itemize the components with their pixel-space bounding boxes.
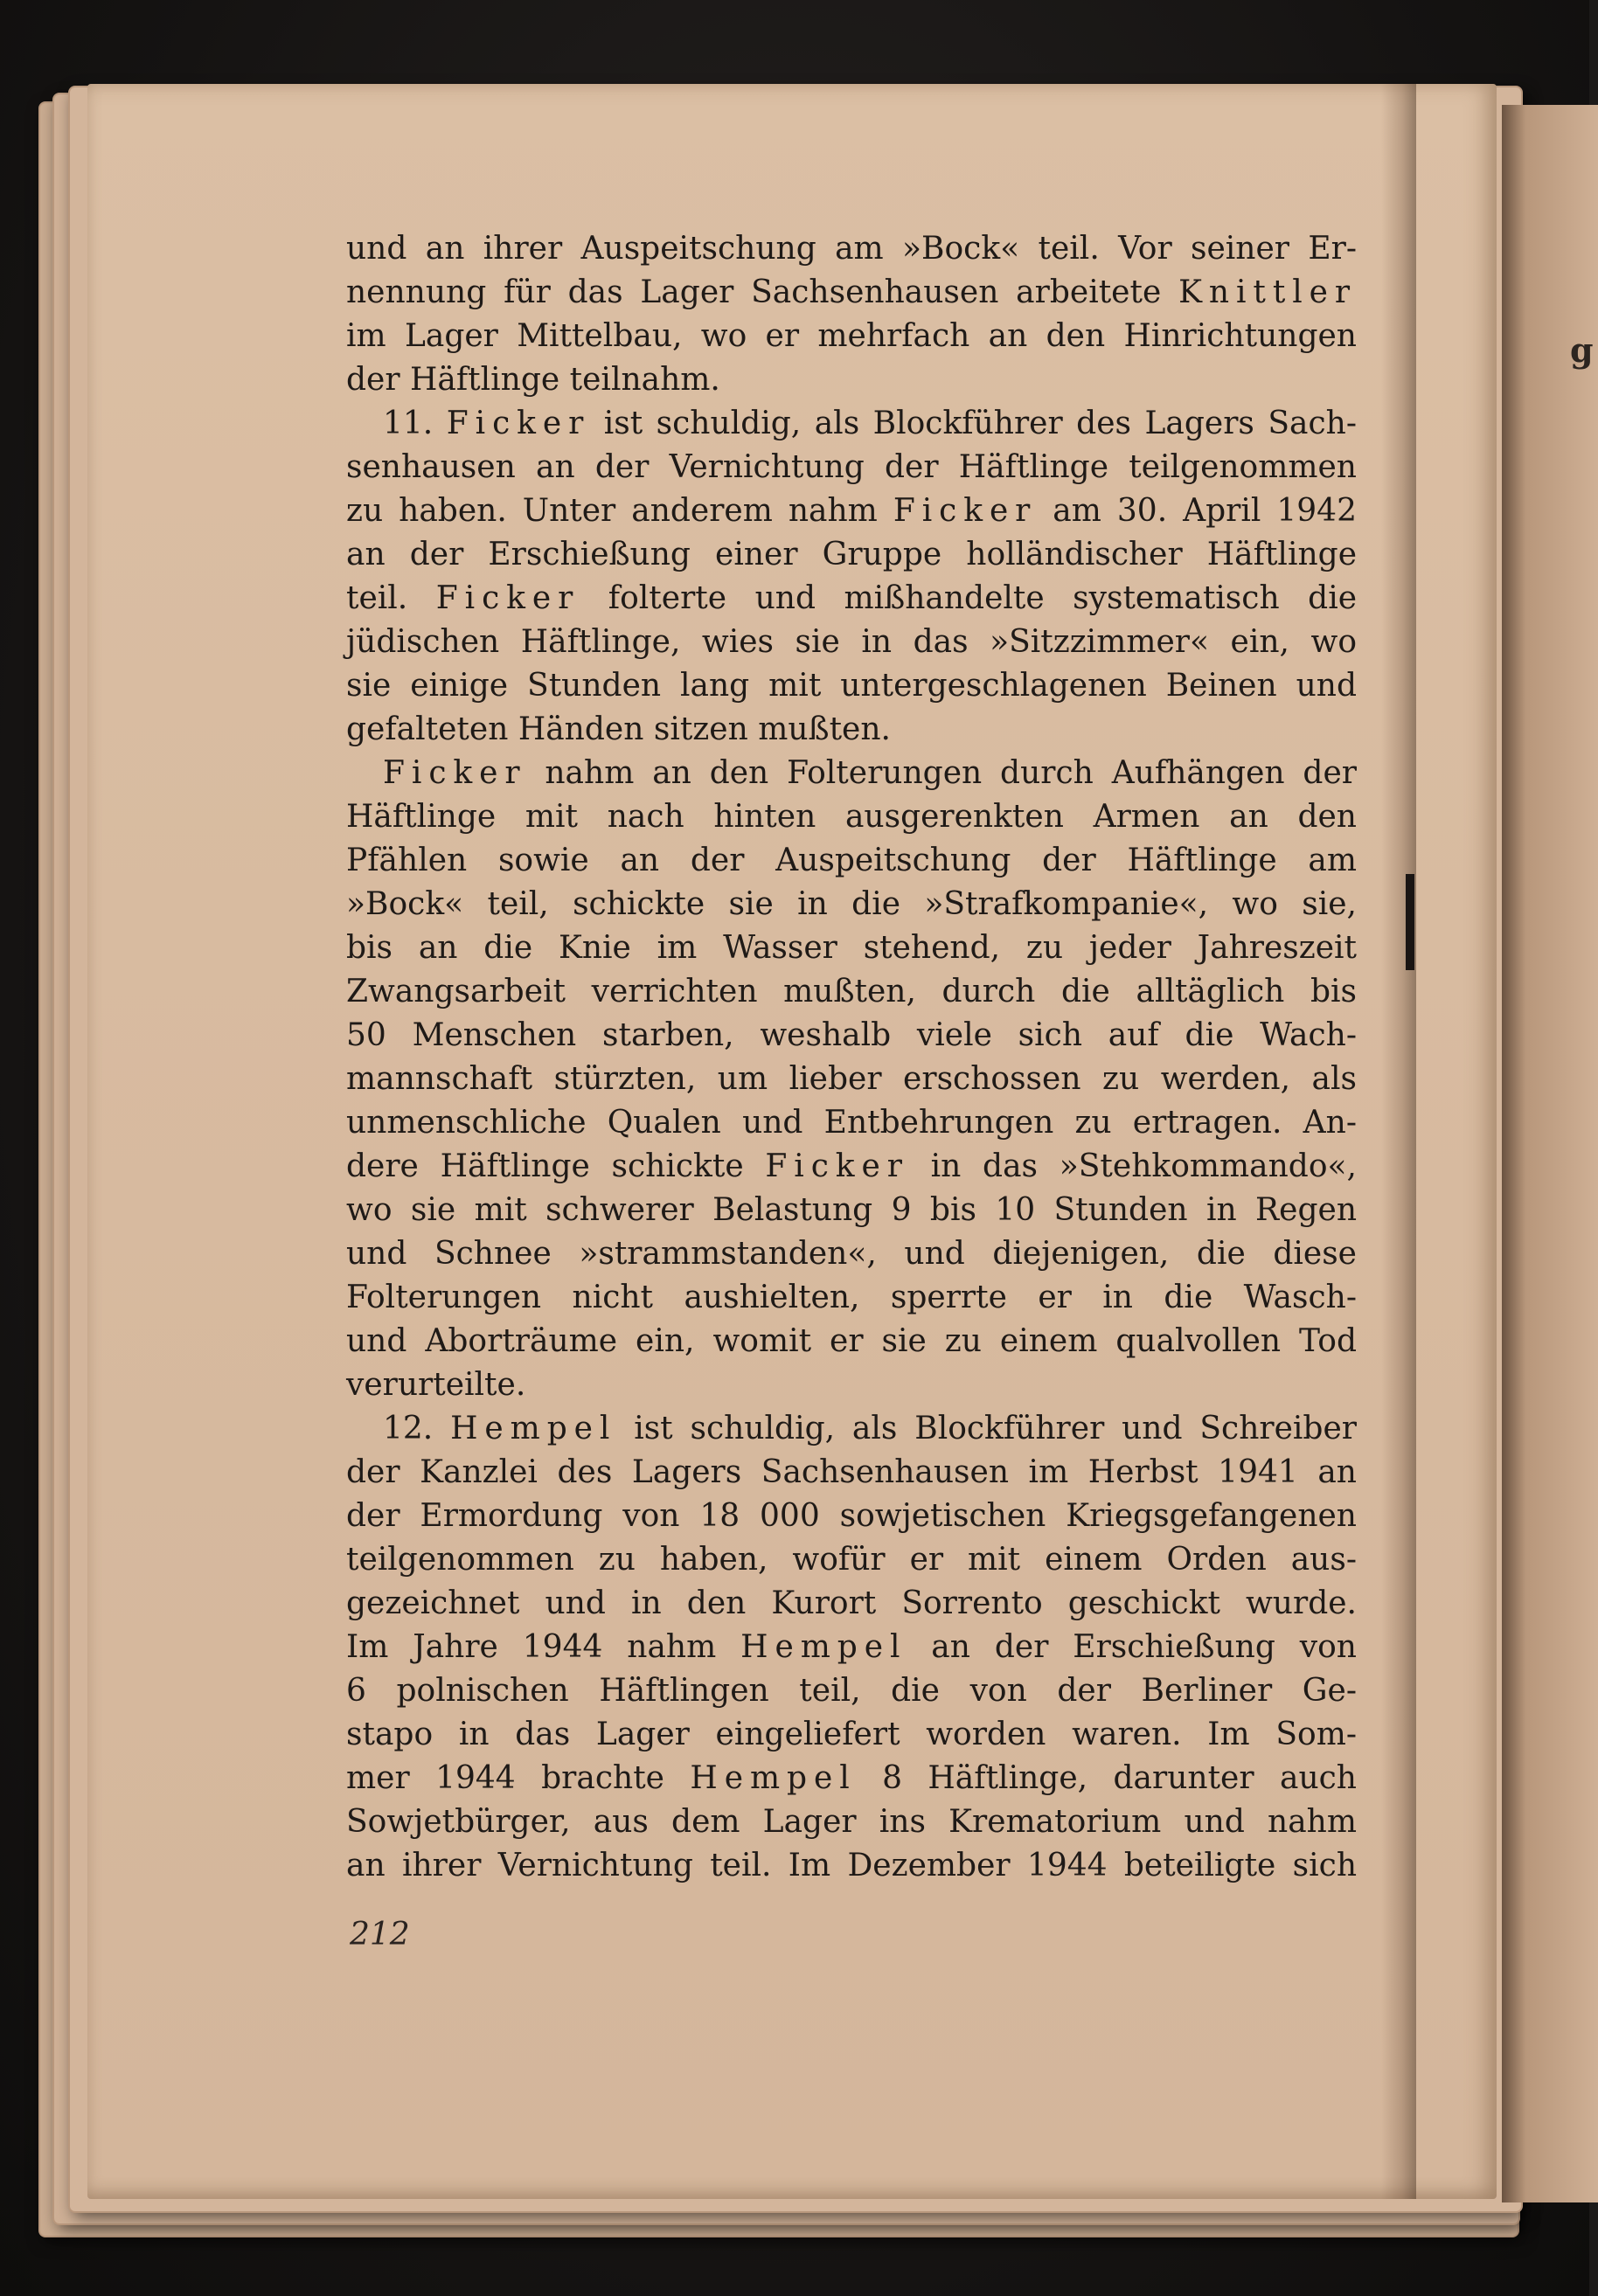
text-line: [346, 621, 1357, 664]
spaced-name: Ficker: [446, 406, 591, 441]
text-line: [346, 664, 1357, 708]
text-line: [346, 1582, 1357, 1626]
text-segment: dere Häftlinge schickte: [346, 1148, 766, 1184]
spaced-name: Ficker: [765, 1148, 909, 1184]
text-line: [346, 446, 1357, 489]
text-line: [346, 533, 1357, 577]
text-line: [346, 883, 1357, 926]
text-segment: Pfählen sowie an der Auspeitschung der Häftlinge am: [346, 843, 1357, 878]
text-segment: ist schuldig, als Blockführer und Schreiber: [616, 1411, 1357, 1446]
binding-thread: [1406, 874, 1414, 970]
text-segment: der Kanzlei des Lagers Sachsenhausen im Herbst 1941 an: [346, 1454, 1357, 1490]
text-line: [346, 315, 1357, 358]
text-segment: Zwangsarbeit verrichten mußten, durch die alltäglich bis: [346, 974, 1357, 1009]
text-segment: zu haben. Unter anderem nahm: [346, 493, 893, 529]
text-segment: und an ihrer Auspeitschung am »Bock« teil. Vor seiner Er-: [346, 231, 1357, 267]
text-segment: gefalteten Händen sitzen mußten.: [346, 711, 891, 747]
spaced-name: Hempel: [690, 1760, 857, 1796]
spaced-name: Ficker: [893, 493, 1038, 529]
spaced-name: Ficker: [383, 755, 527, 791]
text-line: [346, 795, 1357, 839]
text-line: [346, 839, 1357, 883]
text-segment: 50 Menschen starben, weshalb viele sich auf die Wach-: [346, 1017, 1357, 1053]
text-segment: 6 polnischen Häftlingen teil, die von der Berliner Ge-: [346, 1673, 1357, 1709]
body-text: [346, 227, 1357, 1888]
text-segment: stapo in das Lager eingeliefert worden waren. Im Som-: [346, 1717, 1357, 1752]
text-line: [346, 489, 1357, 533]
gutter-shadow: [1381, 84, 1416, 2199]
text-line: [346, 1844, 1357, 1888]
text-segment: Häftlinge mit nach hinten ausgerenkten Armen an den: [346, 799, 1357, 835]
text-line: [346, 752, 1357, 795]
text-line: [346, 402, 1357, 446]
facing-page-edge: [1502, 105, 1598, 2202]
text-line: [346, 1538, 1357, 1582]
spaced-name: Hempel: [740, 1629, 907, 1665]
text-line: [346, 1451, 1357, 1495]
text-segment: in das »Stehkommando«,: [908, 1148, 1357, 1184]
spaced-name: Hempel: [450, 1411, 617, 1446]
text-segment: teilgenommen zu haben, wofür er mit einem Orden aus-: [346, 1542, 1357, 1578]
text-segment: nennung für das Lager Sachsenhausen arbeitete: [346, 274, 1179, 310]
spaced-name: Knittler: [1178, 274, 1357, 310]
text-segment: der Ermordung von 18 000 sowjetischen Kriegsgefangenen: [346, 1498, 1357, 1534]
text-line: [346, 1232, 1357, 1276]
text-segment: jüdischen Häftlinge, wies sie in das »Sitzzimmer« ein, wo: [346, 624, 1357, 660]
text-line: [346, 1014, 1357, 1058]
text-segment: 12.: [383, 1411, 451, 1446]
text-segment: wo sie mit schwerer Belastung 9 bis 10 Stunden in Regen: [346, 1192, 1357, 1228]
text-segment: sie einige Stunden lang mit untergeschlagenen Beinen und: [346, 668, 1357, 704]
text-segment: 11.: [383, 406, 447, 441]
text-line: [346, 1495, 1357, 1538]
text-segment: und Schnee »strammstanden«, und diejenigen, die diese: [346, 1236, 1357, 1272]
text-segment: Sowjetbürger, aus dem Lager ins Krematorium und nahm: [346, 1804, 1357, 1840]
text-segment: folterte und mißhandelte systematisch die: [580, 580, 1358, 616]
text-line: [346, 1757, 1357, 1800]
text-line: [346, 1101, 1357, 1145]
text-line: [346, 970, 1357, 1014]
text-line: [346, 1320, 1357, 1363]
text-line: [346, 708, 1357, 752]
text-segment: und Aborträume ein, womit er sie zu einem qualvollen Tod: [346, 1323, 1357, 1359]
text-segment: an der Erschießung von: [907, 1629, 1357, 1665]
text-line: [346, 1626, 1357, 1669]
facing-page-letter: g: [1570, 330, 1594, 370]
text-segment: an der Erschießung einer Gruppe holländischer Häftlinge: [346, 537, 1357, 572]
text-segment: gezeichnet und in den Kurort Sorrento geschickt wurde.: [346, 1585, 1357, 1621]
text-line: [346, 1363, 1357, 1407]
text-line: [346, 227, 1357, 271]
text-segment: senhausen an der Vernichtung der Häftlinge teilgenommen: [346, 449, 1357, 485]
spaced-name: Ficker: [435, 580, 580, 616]
text-line: [346, 577, 1357, 621]
text-segment: im Lager Mittelbau, wo er mehrfach an den Hinrichtungen: [346, 318, 1357, 354]
text-segment: am 30. April 1942: [1037, 493, 1357, 529]
page-number: 212: [350, 1917, 410, 1953]
text-line: [346, 926, 1357, 970]
text-segment: 8 Häftlinge, darunter auch: [856, 1760, 1357, 1796]
text-segment: verurteilte.: [346, 1367, 526, 1403]
text-segment: Im Jahre 1944 nahm: [346, 1629, 741, 1665]
text-segment: unmenschliche Qualen und Entbehrungen zu ertragen. An-: [346, 1105, 1357, 1141]
text-line: [346, 1189, 1357, 1232]
text-segment: nahm an den Folterungen durch Aufhängen der: [526, 755, 1357, 791]
text-segment: mannschaft stürzten, um lieber erschossen zu werden, als: [346, 1061, 1357, 1097]
text-segment: ist schuldig, als Blockführer des Lagers Sach-: [590, 406, 1357, 441]
text-segment: »Bock« teil, schickte sie in die »Strafkompanie«, wo sie,: [346, 886, 1357, 922]
text-segment: der Häftlinge teilnahm.: [346, 362, 720, 398]
text-line: [346, 1713, 1357, 1757]
text-segment: Folterungen nicht aushielten, sperrte er in die Wasch-: [346, 1280, 1357, 1315]
text-line: [346, 358, 1357, 402]
text-line: [346, 1058, 1357, 1101]
text-line: [346, 1145, 1357, 1189]
text-line: [346, 1407, 1357, 1451]
text-line: [346, 271, 1357, 315]
text-segment: mer 1944 brachte: [346, 1760, 691, 1796]
text-line: [346, 1276, 1357, 1320]
text-line: [346, 1800, 1357, 1844]
text-line: [346, 1669, 1357, 1713]
text-segment: teil.: [346, 580, 436, 616]
text-segment: an ihrer Vernichtung teil. Im Dezember 1944 beteiligte sich: [346, 1848, 1357, 1883]
text-segment: bis an die Knie im Wasser stehend, zu jeder Jahreszeit: [346, 930, 1357, 966]
